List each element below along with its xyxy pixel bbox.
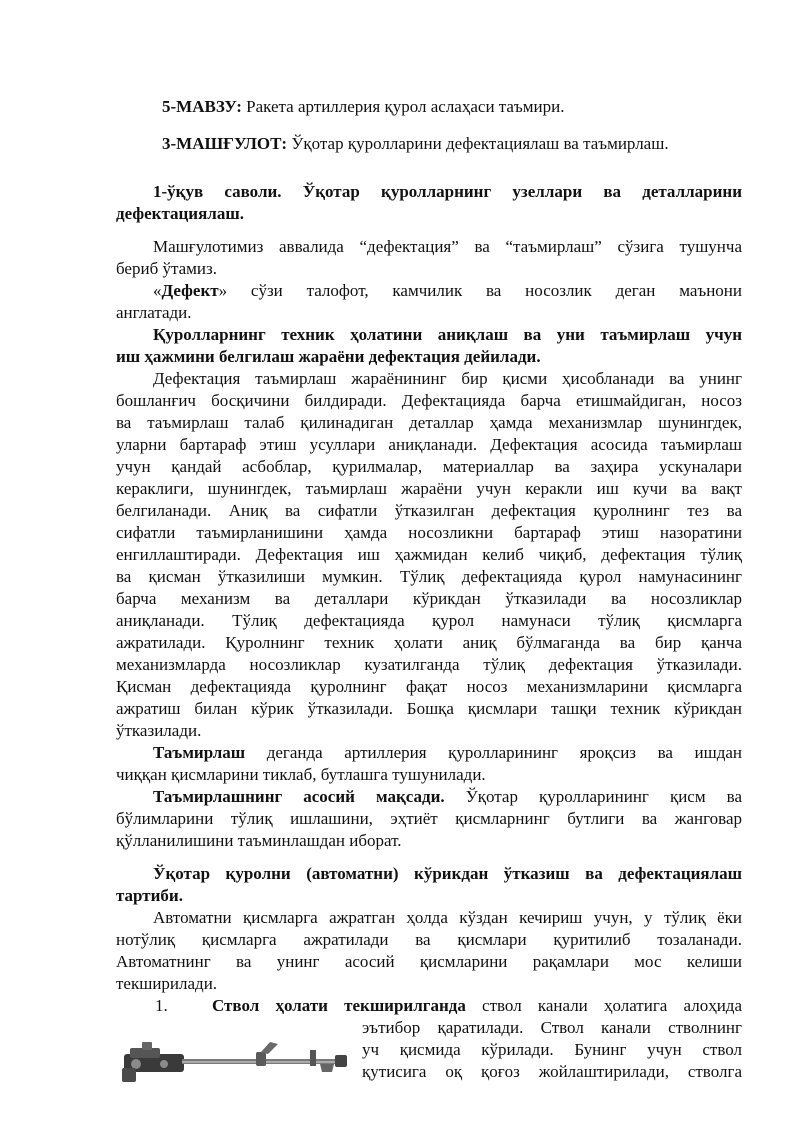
para6-line: текширилади. (116, 974, 218, 993)
para3-line: аниқланади. Тўлиқ дефектацияда қурол намунаси тўлиқ қисмларга (116, 611, 742, 630)
para2-line1: «Дефект» сўзи талофот, камчилик ва носозлик деган маънони (153, 281, 742, 300)
para3-line: учун қандай асбоблар, қурилмалар, материаллар ва заҳира ускуналари (116, 457, 742, 476)
lesson-text: Ўқотар қуролларини дефектациялаш ва таъмирлаш. (287, 134, 669, 153)
para1-line2: бериб ўтамиз. (116, 259, 217, 278)
para3-line: белгиланади. Аниқ ва сифатли ўтказилган дефектация қуролнинг тез ва (116, 501, 742, 520)
definition-line1: Қуролларнинг техник ҳолатини аниқлаш ва уни таъмирлаш учун (153, 325, 742, 344)
section1-title-line2: дефектациялаш. (116, 204, 244, 223)
para3-line: енгиллаштиради. Дефектация иш ҳажмидан келиб чиқиб, дефектация тўлиқ (116, 545, 742, 564)
para3-line: ва таъмирлаш талаб қилинадиган деталлар ҳамда механизмлар шунингдек, (116, 413, 742, 432)
term-repair-goal: Таъмирлашнинг асосий мақсади. (153, 787, 445, 806)
para4-line2: чиққан қисмларини тиклаб, бутлашга тушунилади. (116, 765, 486, 784)
term-defect: Дефект (161, 281, 219, 300)
item1-bold-term: Ствол ҳолати текширилганда (212, 996, 466, 1015)
topic-label: 5-МАВЗУ: (162, 97, 242, 116)
para3-line: кераклиги, шунингдек, таъмирлаш жараёни учун керакли иш кучи ва вақт (116, 479, 742, 498)
para2-line2: англатади. (116, 303, 192, 322)
topic-heading (162, 96, 564, 118)
item1-line3: уч қисмида кўрилади. Бунинг учун ствол (362, 1040, 742, 1059)
para3-line: сифатли таъмирланишини ҳамда носозликни бартараф этиш назоратини (116, 523, 742, 542)
para6-line: Автоматни қисмларга ажратган ҳолда кўздан кечириш учун, у тўлиқ ёки (153, 908, 742, 927)
definition-line2: иш ҳажмини белгилаш жараёни дефектация дейилади. (116, 347, 541, 366)
item1-line2: эътибор қаратилади. Ствол канали стволнинг (362, 1018, 742, 1037)
para3-line: ва қисман ўтказилиши мумкин. Тўлиқ дефектацияда қурол намунасининг (116, 567, 742, 586)
para3-line: ажратилади. Қуролнинг техник ҳолати аниқ бўлмаганда ва бир қанча (116, 633, 742, 652)
para6-line: нотўлиқ қисмларга ажратилади ва қисмлари қуритилиб тозаланади. (116, 930, 742, 949)
para3-line: Қисман дефектацияда қуролнинг фақат носоз механизмларини қисмларга (116, 677, 742, 696)
para4-line1: Таъмирлаш деганда артиллерия қуролларининг яроқсиз ва ишдан (153, 743, 742, 762)
rifle-illustration (120, 1028, 350, 1098)
lesson-label: 3-МАШҒУЛОТ: (162, 134, 288, 153)
para5-line1: Таъмирлашнинг асосий мақсади. Ўқотар қуролларининг қисм ва (153, 787, 742, 806)
topic-text: Ракета артиллерия қурол аслаҳаси таъмири. (241, 97, 565, 116)
para3-line: механизмларда носозликлар кузатилганда тўлиқ дефектация ўтказилади. (116, 655, 742, 674)
section1-title-line1: 1-ўқув саволи. Ўқотар қуролларнинг узеллари ва деталларини (153, 182, 742, 201)
para5-line2: бўлимларини тўлиқ ишлашини, эҳтиёт қисмларнинг бутлиги ва жанговар (116, 809, 742, 828)
para3-line: бошланғич босқичини билдиради. Дефектацияда барча етишмайдиган, носоз (116, 391, 742, 410)
para5-line3: қўлланилишини таъминлашдан иборат. (116, 831, 402, 850)
para3-line: ўтказилади. (116, 721, 202, 740)
para3-line: барча механизм ва деталлари кўрикдан ўтказилади ва носозликлар (116, 589, 742, 608)
para3-line: ажратиш билан кўрик ўтказилади. Бошқа қисмлари ташқи техник кўрикдан (116, 699, 742, 718)
lesson-heading (162, 133, 669, 155)
para3-line: уларни бартараф этиш усуллари аниқланади. Дефектация асосида таъмирлаш (116, 435, 742, 454)
item1-number: 1. (155, 996, 168, 1015)
item1-line1: Ствол ҳолати текширилганда ствол канали ҳолатига алоҳида (212, 996, 742, 1015)
term-repair: Таъмирлаш (153, 743, 246, 762)
section2-title-line2: тартиби. (116, 886, 183, 905)
section2-title-line1: Ўқотар қуролни (автоматни) кўрикдан ўтказиш ва дефектациялаш (153, 864, 742, 883)
para1-line1: Машғулотимиз аввалида “дефектация” ва “таъмирлаш” сўзига тушунча (153, 237, 742, 256)
para6-line: Автоматнинг ва унинг асосий қисмларини рақамлари мос келиши (116, 952, 742, 971)
item1-line4: қутисига оқ қоғоз жойлаштирилади, стволга (362, 1062, 742, 1081)
para3-line: Дефектация таъмирлаш жараёнининг бир қисми ҳисобланади ва унинг (153, 369, 742, 388)
